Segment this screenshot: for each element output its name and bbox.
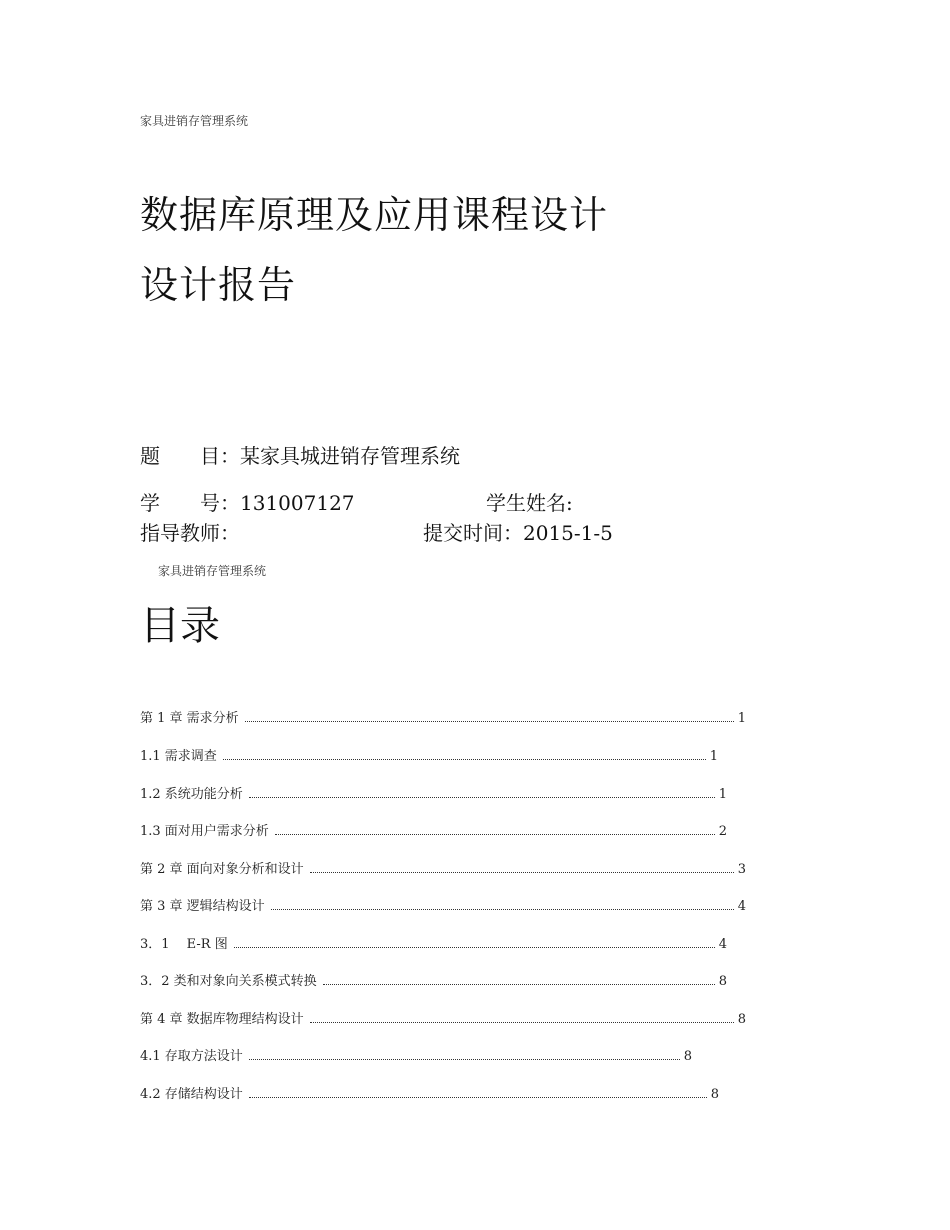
toc-entry-3-1[interactable] bbox=[140, 933, 727, 951]
toc-entry-ch1[interactable] bbox=[140, 707, 746, 725]
toc-leader bbox=[249, 1097, 707, 1098]
toc-page-number: 2 bbox=[718, 824, 727, 839]
submit-row bbox=[423, 517, 613, 546]
toc-entry-1-1[interactable] bbox=[140, 745, 718, 763]
toc-leader bbox=[310, 872, 734, 873]
toc-leader bbox=[271, 909, 734, 910]
submit-value: 2015-1-5 bbox=[523, 521, 613, 545]
toc-entry-1-2[interactable] bbox=[140, 783, 727, 801]
student-name-label: 学生姓名: bbox=[486, 491, 573, 515]
toc-entry-ch4[interactable] bbox=[140, 1008, 746, 1026]
cover-title-line1: 数据库原理及应用课程设计 bbox=[140, 193, 609, 237]
toc-page-number: 3 bbox=[737, 862, 746, 877]
toc-entry-ch2[interactable] bbox=[140, 858, 746, 876]
toc-entry-4-2[interactable] bbox=[140, 1083, 719, 1101]
toc-leader bbox=[223, 759, 706, 760]
toc-entry-1-3[interactable] bbox=[140, 820, 727, 838]
toc-page-number: 8 bbox=[710, 1087, 719, 1102]
student-id-value: 131007127 bbox=[240, 491, 355, 515]
toc-entry-text: 3．2 类和对象向关系模式转换 bbox=[140, 974, 317, 989]
toc-entry-text: 3．1 E-R 图 bbox=[140, 937, 228, 952]
student-id-label: 学 号： bbox=[140, 491, 240, 515]
toc-page-number: 1 bbox=[737, 711, 746, 726]
toc-leader bbox=[310, 1022, 734, 1023]
toc-entry-text: 4.1 存取方法设计 bbox=[140, 1049, 243, 1064]
toc-entry-text: 1.3 面对用户需求分析 bbox=[140, 824, 269, 839]
student-id-row bbox=[140, 487, 355, 516]
advisor-label: 指导教师： bbox=[140, 521, 240, 545]
toc-entry-text: 第 1 章 需求分析 bbox=[140, 711, 239, 726]
toc-page-number: 1 bbox=[709, 749, 718, 764]
toc-entry-text: 4.2 存储结构设计 bbox=[140, 1087, 243, 1102]
topic-value: 某家具城进销存管理系统 bbox=[240, 444, 460, 468]
toc-entry-text: 第 2 章 面向对象分析和设计 bbox=[140, 862, 304, 877]
cover-header: 家具进销存管理系统 bbox=[140, 114, 249, 128]
toc-header: 家具进销存管理系统 bbox=[158, 564, 267, 578]
toc-page-number: 4 bbox=[737, 899, 746, 914]
toc-leader bbox=[323, 984, 715, 985]
topic-label: 题 目： bbox=[140, 444, 240, 468]
toc-heading: 目录 bbox=[140, 603, 220, 649]
submit-label: 提交时间： bbox=[423, 521, 523, 545]
toc-leader bbox=[275, 834, 715, 835]
toc-page-number: 8 bbox=[737, 1012, 746, 1027]
toc-entry-text: 第 3 章 逻辑结构设计 bbox=[140, 899, 265, 914]
topic-row bbox=[140, 440, 460, 469]
toc-leader bbox=[245, 721, 734, 722]
toc-entry-text: 第 4 章 数据库物理结构设计 bbox=[140, 1012, 304, 1027]
toc-entry-4-1[interactable] bbox=[140, 1045, 692, 1063]
toc-leader bbox=[249, 797, 715, 798]
toc-entry-text: 1.2 系统功能分析 bbox=[140, 787, 243, 802]
toc-leader bbox=[249, 1059, 680, 1060]
toc-page-number: 1 bbox=[718, 787, 727, 802]
toc-page-number: 8 bbox=[718, 974, 727, 989]
toc-entry-text: 1.1 需求调查 bbox=[140, 749, 217, 764]
toc-entry-3-2[interactable] bbox=[140, 970, 727, 988]
toc-page-number: 8 bbox=[683, 1049, 692, 1064]
cover-title-line2: 设计报告 bbox=[140, 263, 297, 307]
toc-leader bbox=[234, 947, 715, 948]
toc-page-number: 4 bbox=[718, 937, 727, 952]
toc-entry-ch3[interactable] bbox=[140, 895, 746, 913]
